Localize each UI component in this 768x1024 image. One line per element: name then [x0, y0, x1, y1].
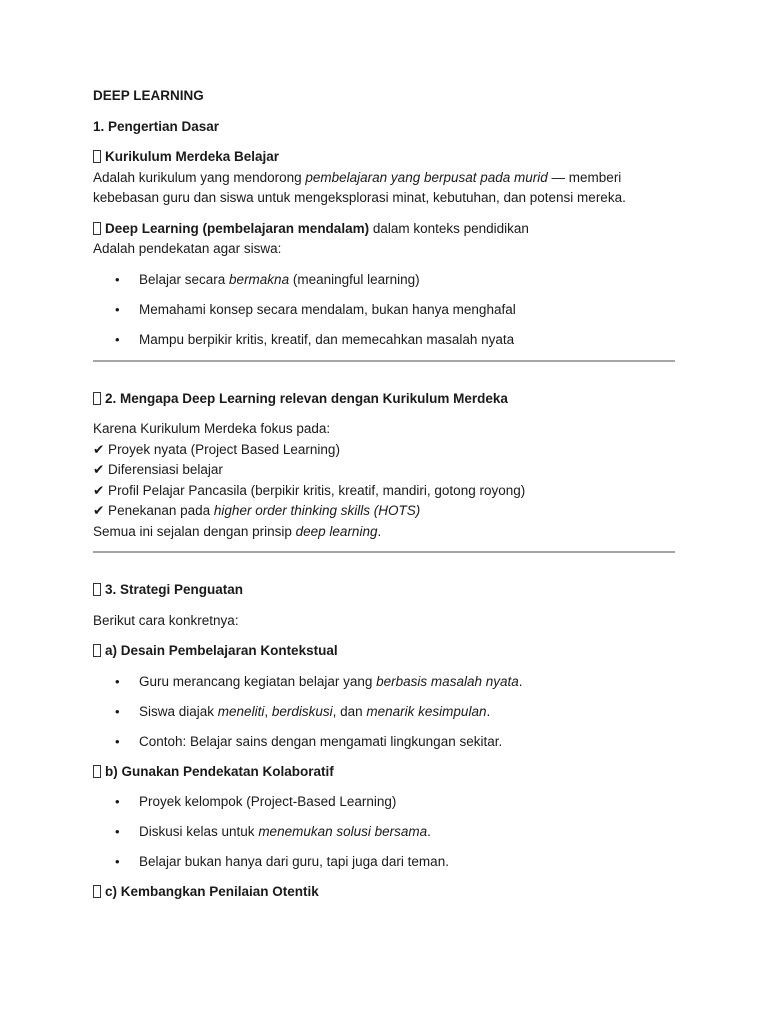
- missing-glyph-icon: [93, 150, 101, 163]
- list-item-emphasis: menarik kesimpulan: [366, 703, 487, 719]
- list-item: [93, 732, 675, 753]
- list-item-emphasis: menemukan solusi bersama: [258, 824, 428, 839]
- subsection-b-heading: [93, 762, 675, 783]
- section-1-heading: 1. Pengertian Dasar: [93, 118, 220, 134]
- subsection-c-heading-text: c) Kembangkan Penilaian Otentik: [105, 884, 319, 899]
- list-item-emphasis: berbasis masalah nyata: [376, 673, 519, 689]
- dl-heading-text: Deep Learning (pembelajaran mendalam): [105, 220, 370, 236]
- list-item-emphasis: bermakna: [229, 271, 290, 287]
- section-2-heading: [93, 389, 675, 410]
- list-item-text: Proyek kelompok (Project-Based Learning): [139, 794, 397, 809]
- dl-heading: [93, 219, 675, 240]
- subsection-c-heading: [93, 882, 675, 903]
- missing-glyph-icon: [93, 885, 101, 898]
- section-2-heading-text: 2. Mengapa Deep Learning relevan dengan Kurikulum Merdeka: [105, 390, 508, 406]
- bullet-icon: •: [115, 331, 120, 347]
- missing-glyph-icon: [93, 765, 101, 778]
- check-item-text: ✔ Profil Pelajar Pancasila (berpikir kritis, kreatif, mandiri, gotong royong): [93, 482, 526, 498]
- km-desc-text: Adalah kurikulum yang mendorong: [93, 169, 306, 185]
- km-heading: [93, 147, 675, 168]
- bullet-icon: •: [115, 301, 120, 317]
- list-item-text: (meaningful learning): [289, 271, 420, 287]
- km-description: [93, 168, 675, 209]
- list-item-text: Guru merancang kegiatan belajar yang: [139, 673, 377, 689]
- section-3-heading-text: 3. Strategi Penguatan: [105, 582, 244, 597]
- check-item: [93, 501, 675, 522]
- section-2-closing: [93, 522, 675, 543]
- list-item-text: Contoh: Belajar sains dengan mengamati lingkungan sekitar.: [139, 733, 503, 749]
- document-body: [93, 86, 675, 903]
- list-item-text: ,: [264, 703, 272, 719]
- list-item: [93, 792, 675, 813]
- bullet-icon: •: [115, 703, 120, 719]
- bullet-icon: •: [115, 673, 120, 689]
- check-item-text: ✔ Proyek nyata (Project Based Learning): [93, 441, 340, 457]
- section-3-intro: Berikut cara konkretnya:: [93, 612, 239, 628]
- list-item-text: .: [518, 673, 523, 689]
- km-heading-text: Kurikulum Merdeka Belajar: [105, 149, 280, 164]
- section-3-heading: [93, 580, 675, 601]
- dl-heading-tail: dalam konteks pendidikan: [369, 220, 529, 236]
- list-item-text: .: [486, 703, 491, 719]
- list-item-emphasis: meneliti: [217, 703, 265, 719]
- list-item: [93, 672, 675, 693]
- dl-intro: Adalah pendekatan agar siswa:: [93, 241, 282, 256]
- dl-bullet-list: [93, 270, 675, 351]
- list-item: [93, 270, 675, 291]
- list-item-text: Mampu berpikir kritis, kreatif, dan memecahkan masalah nyata: [139, 331, 515, 347]
- closing-text-end: .: [377, 523, 382, 539]
- list-item: [93, 822, 675, 843]
- subsection-a-heading-text: a) Desain Pembelajaran Kontekstual: [105, 643, 338, 658]
- list-item-text: Siswa diajak: [139, 703, 218, 719]
- check-item-emphasis: higher order thinking skills (HOTS): [213, 503, 421, 518]
- subsection-a-heading: [93, 641, 675, 662]
- bullet-icon: •: [115, 824, 120, 839]
- missing-glyph-icon: [93, 644, 101, 657]
- check-item: [93, 460, 675, 481]
- bullet-icon: •: [115, 854, 120, 869]
- closing-text: Semua ini sejalan dengan prinsip: [93, 523, 296, 539]
- list-item-text: .: [427, 824, 431, 839]
- list-item: [93, 330, 675, 351]
- list-item-text: Belajar bukan hanya dari guru, tapi juga dari teman.: [139, 854, 449, 869]
- section-2-intro: Karena Kurikulum Merdeka fokus pada:: [93, 421, 331, 436]
- check-item-text: ✔ Penekanan pada: [93, 503, 214, 518]
- missing-glyph-icon: [93, 392, 101, 405]
- list-item-text: Memahami konsep secara mendalam, bukan hanya menghafal: [139, 301, 516, 317]
- km-desc-emphasis: pembelajaran yang berpusat pada murid: [305, 169, 548, 185]
- subsection-b-list: [93, 792, 675, 873]
- check-item-text: ✔ Diferensiasi belajar: [93, 462, 223, 477]
- missing-glyph-icon: [93, 222, 101, 235]
- bullet-icon: •: [115, 271, 120, 287]
- check-item: [93, 481, 675, 502]
- list-item-emphasis: berdiskusi: [271, 703, 333, 719]
- check-item: [93, 440, 675, 461]
- horizontal-divider: [93, 360, 675, 362]
- list-item: [93, 702, 675, 723]
- subsection-b-heading-text: b) Gunakan Pendekatan Kolaboratif: [105, 763, 334, 779]
- bullet-icon: •: [115, 794, 120, 809]
- subsection-a-list: [93, 672, 675, 753]
- bullet-icon: •: [115, 733, 120, 749]
- closing-emphasis: deep learning: [295, 523, 378, 539]
- list-item-text: Diskusi kelas untuk: [139, 824, 259, 839]
- missing-glyph-icon: [93, 583, 101, 596]
- list-item-text: , dan: [332, 703, 367, 719]
- list-item: [93, 300, 675, 321]
- km-desc-text-2: — memberi kebebasan guru dan siswa untuk mengeksplorasi minat, kebutuhan, dan potensi mereka.: [93, 169, 626, 205]
- list-item-text: Belajar secara: [139, 271, 230, 287]
- horizontal-divider: [93, 551, 675, 553]
- list-item: [93, 852, 675, 873]
- document-title: DEEP LEARNING: [93, 88, 204, 103]
